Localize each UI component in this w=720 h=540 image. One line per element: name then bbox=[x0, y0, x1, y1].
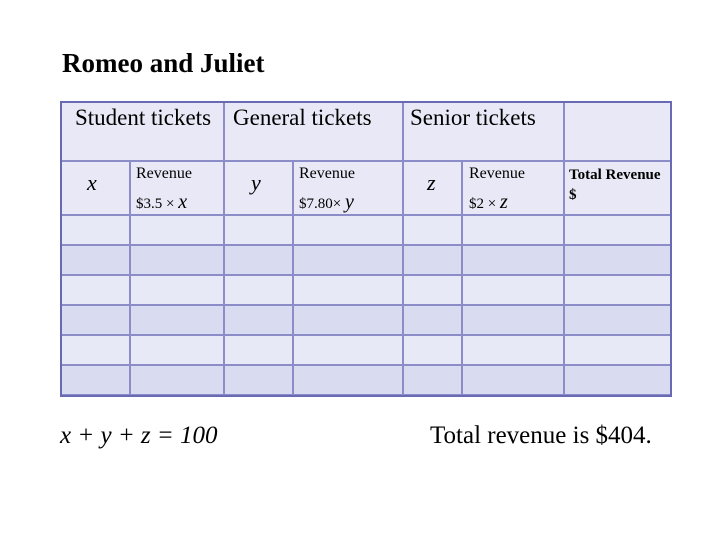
student-formula-var: x bbox=[178, 191, 188, 213]
table-cell bbox=[293, 275, 403, 305]
table-cell bbox=[564, 335, 672, 365]
general-revenue-formula bbox=[299, 191, 354, 214]
table-cell bbox=[403, 365, 462, 395]
header-senior-revenue bbox=[462, 161, 564, 215]
table-cell bbox=[130, 275, 224, 305]
table-cell bbox=[564, 305, 672, 335]
table-cell bbox=[462, 335, 564, 365]
table-cell bbox=[403, 275, 462, 305]
table-cell bbox=[224, 245, 293, 275]
general-tickets-label: General tickets bbox=[233, 105, 372, 130]
header-senior-tickets bbox=[403, 101, 564, 161]
table-cell bbox=[224, 275, 293, 305]
table-cell bbox=[60, 275, 130, 305]
header-total-revenue bbox=[564, 161, 672, 215]
table-cell bbox=[462, 275, 564, 305]
table-cell bbox=[60, 335, 130, 365]
table-cell bbox=[130, 335, 224, 365]
student-revenue-formula bbox=[136, 191, 187, 214]
student-revenue-label: Revenue bbox=[136, 165, 192, 182]
table-cell bbox=[462, 365, 564, 395]
senior-formula-prefix: $2 × bbox=[469, 196, 497, 212]
table-cell bbox=[293, 335, 403, 365]
table-cell bbox=[293, 215, 403, 245]
table-cell bbox=[60, 305, 130, 335]
header-general-revenue bbox=[293, 161, 403, 215]
table-cell bbox=[293, 365, 403, 395]
constraint-equation: x + y + z = 100 bbox=[60, 422, 218, 449]
table-cell bbox=[130, 215, 224, 245]
header-student-revenue bbox=[130, 161, 224, 215]
table-cell bbox=[293, 305, 403, 335]
senior-revenue-formula bbox=[469, 191, 508, 214]
table-cell bbox=[564, 365, 672, 395]
table-cell bbox=[403, 305, 462, 335]
slide-title: Romeo and Juliet bbox=[62, 48, 265, 78]
student-tickets-label: Student tickets bbox=[74, 105, 212, 130]
table-cell bbox=[224, 305, 293, 335]
table-cell bbox=[403, 245, 462, 275]
header-y bbox=[224, 161, 293, 215]
header-x bbox=[60, 161, 130, 215]
table-cell bbox=[403, 335, 462, 365]
total-revenue-label: Total Revenue $ bbox=[569, 167, 661, 203]
table-cell bbox=[60, 245, 130, 275]
table-cell bbox=[403, 215, 462, 245]
table-cell bbox=[462, 245, 564, 275]
table-cell bbox=[224, 335, 293, 365]
table-cell bbox=[224, 365, 293, 395]
table-cell bbox=[564, 215, 672, 245]
table-cell bbox=[564, 245, 672, 275]
y-variable: y bbox=[251, 170, 261, 195]
general-formula-prefix: $7.80× bbox=[299, 196, 342, 212]
header-general-tickets bbox=[224, 101, 403, 161]
student-formula-prefix: $3.5 × bbox=[136, 196, 175, 212]
table-cell bbox=[224, 215, 293, 245]
table-cell bbox=[462, 305, 564, 335]
x-variable: x bbox=[87, 170, 97, 195]
general-revenue-label: Revenue bbox=[299, 165, 355, 182]
header-student-tickets bbox=[60, 101, 224, 161]
table-cell bbox=[564, 275, 672, 305]
header-blank bbox=[564, 101, 672, 161]
senior-formula-var: z bbox=[499, 191, 508, 213]
senior-tickets-label: Senior tickets bbox=[410, 105, 536, 130]
table-cell bbox=[60, 365, 130, 395]
z-variable: z bbox=[427, 170, 436, 195]
senior-revenue-label: Revenue bbox=[469, 165, 525, 182]
total-revenue-statement: Total revenue is $404. bbox=[430, 422, 652, 449]
table-cell bbox=[462, 215, 564, 245]
general-formula-var: y bbox=[344, 191, 354, 213]
table-cell bbox=[130, 245, 224, 275]
ticket-table bbox=[60, 101, 672, 397]
table-cell bbox=[293, 245, 403, 275]
table-cell bbox=[130, 365, 224, 395]
header-z bbox=[403, 161, 462, 215]
table-cell bbox=[60, 215, 130, 245]
table-cell bbox=[130, 305, 224, 335]
